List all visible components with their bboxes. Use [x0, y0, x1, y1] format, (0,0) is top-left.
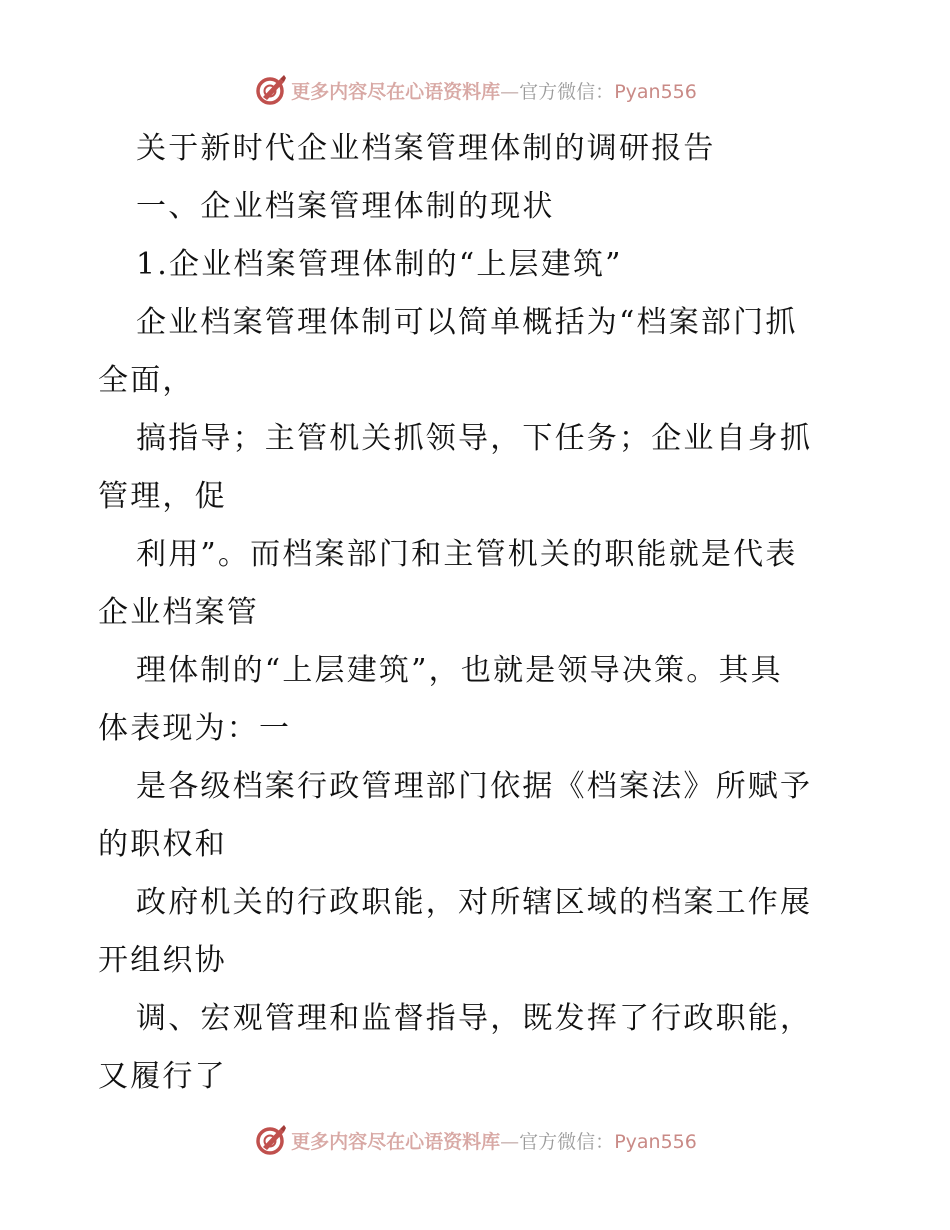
header-official-label: 官方微信：: [519, 80, 615, 103]
paragraph-line: 管理，促: [98, 479, 227, 514]
footer-official-label: 官方微信：: [519, 1130, 615, 1153]
footer-banner: [0, 1120, 950, 1160]
header-banner: [0, 70, 950, 110]
footer-account-id: Pyan556: [614, 1130, 697, 1153]
header-banner-content: [253, 73, 697, 107]
header-brand: 更多内容尽在心语资料库: [291, 80, 501, 103]
footer-brand: 更多内容尽在心语资料库: [291, 1130, 501, 1153]
document-title: 关于新时代企业档案管理体制的调研报告: [136, 131, 716, 166]
paragraph-line: 又履行了: [98, 1059, 227, 1094]
paragraph-line: 企业档案管: [98, 595, 259, 630]
paragraph-line: 利用”。而档案部门和主管机关的职能就是代表: [136, 537, 798, 572]
pen-logo-icon: [253, 73, 287, 107]
paragraph-line: 企业档案管理体制可以简单概括为“档案部门抓: [136, 305, 798, 340]
footer-dash: —: [500, 1130, 520, 1153]
section-heading: 一、企业档案管理体制的现状: [136, 189, 555, 224]
paragraph-line: 开组织协: [98, 943, 227, 978]
paragraph-line: 全面，: [98, 363, 195, 398]
paragraph-line: 政府机关的行政职能，对所辖区域的档案工作展: [136, 885, 813, 920]
paragraph-line: 理体制的“上层建筑”，也就是领导决策。其具: [136, 653, 783, 688]
header-dash: —: [500, 80, 520, 103]
paragraph-line: 体表现为：一: [98, 711, 292, 746]
document-body: [98, 120, 858, 1106]
header-banner-text: [291, 77, 697, 104]
header-account-id: Pyan556: [614, 80, 697, 103]
paragraph-line: 的职权和: [98, 827, 227, 862]
paragraph-line: 搞指导；主管机关抓领导，下任务；企业自身抓: [136, 421, 813, 456]
subsection-heading: 1.企业档案管理体制的“上层建筑”: [136, 247, 623, 282]
paragraph-line: 是各级档案行政管理部门依据《档案法》所赋予: [136, 769, 813, 804]
footer-banner-text: [291, 1127, 697, 1154]
footer-banner-content: [253, 1123, 697, 1157]
paragraph-line: 调、宏观管理和监督指导，既发挥了行政职能，: [136, 1001, 813, 1036]
pen-logo-icon: [253, 1123, 287, 1157]
